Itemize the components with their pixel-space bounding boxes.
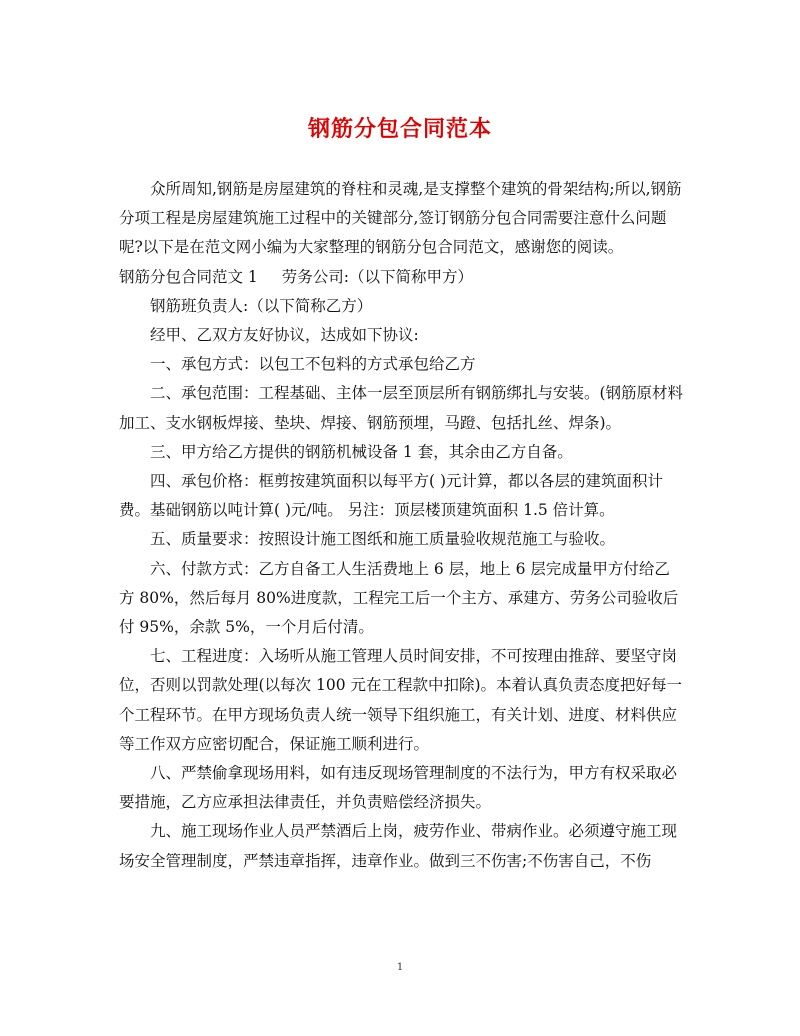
sample-heading-line (119, 263, 685, 292)
agreement-line: 经甲、乙双方友好协议，达成如下协议: (150, 326, 419, 345)
sample-heading: 钢筋分包合同范文 1 (119, 267, 258, 286)
document-title: 钢筋分包合同范本 (307, 116, 492, 142)
intro-paragraph: 众所周知,钢筋是房屋建筑的脊柱和灵魂,是支撑整个建筑的骨架结构;所以,钢筋分项工程是房屋建筑施工过程中的关键部分,签订钢筋分包合同需要注意什么问题呢?以下是在范文网小编为大家整理的钢筋分包合同范文，感谢您的阅读。 (119, 180, 682, 257)
clause-7: 七、工程进度：入场听从施工管理人员时间安排，不可按理由推辞、要坚守岗位，否则以罚款处理(以每次 100 元在工程款中扣除)。本着认真负责态度把好每一个工程环节。在甲方现场负责人统一领导下组织施工，有关计划、进度、材料供应等工作双方应密切配合，保证施工顺利进行。 (119, 647, 683, 753)
clause-8: 八、严禁偷拿现场用料，如有违反现场管理制度的不法行为，甲方有权采取必要措施，乙方应承担法律责任，并负责赔偿经济损失。 (119, 764, 678, 812)
clause-9: 九、施工现场作业人员严禁酒后上岗，疲劳作业、带病作业。必须遵守施工现场安全管理制度，严禁违章指挥，违章作业。做到三不伤害;不伤害自己，不伤 (119, 822, 678, 870)
clause-1: 一、承包方式：以包工不包料的方式承包给乙方 (150, 355, 476, 374)
party-a-line: 劳务公司:（以下简称甲方） (281, 267, 474, 286)
page-number: 1 (396, 962, 404, 973)
party-b-line: 钢筋班负责人:（以下简称乙方） (150, 296, 373, 315)
document-body (119, 175, 685, 876)
clause-5: 五、质量要求：按照设计施工图纸和施工质量验收规范施工与验收。 (150, 530, 616, 549)
clause-3: 三、甲方给乙方提供的钢筋机械设备 1 套，其余由乙方自备。 (150, 442, 573, 461)
clause-6: 六、付款方式：乙方自备工人生活费地上 6 层，地上 6 层完成量甲方付给乙方 80%，然后每月 80%进度款，工程完工后一个主方、承建方、劳务公司验收后付 95%，余款 5%，一个月后付清。 (119, 559, 679, 637)
clause-2: 二、承包范围：工程基础、主体一层至顶层所有钢筋绑扎与安装。(钢筋原材料加工、支水钢板焊接、垫块、焊接、钢筋预埋，马蹬、包括扎丝、焊条)。 (119, 384, 684, 432)
clause-4: 四、承包价格：框剪按建筑面积以每平方( )元计算，都以各层的建筑面积计费。基础钢筋以吨计算( )元/吨。 另注：顶层楼顶建筑面积 1.5 倍计算。 (119, 472, 664, 520)
